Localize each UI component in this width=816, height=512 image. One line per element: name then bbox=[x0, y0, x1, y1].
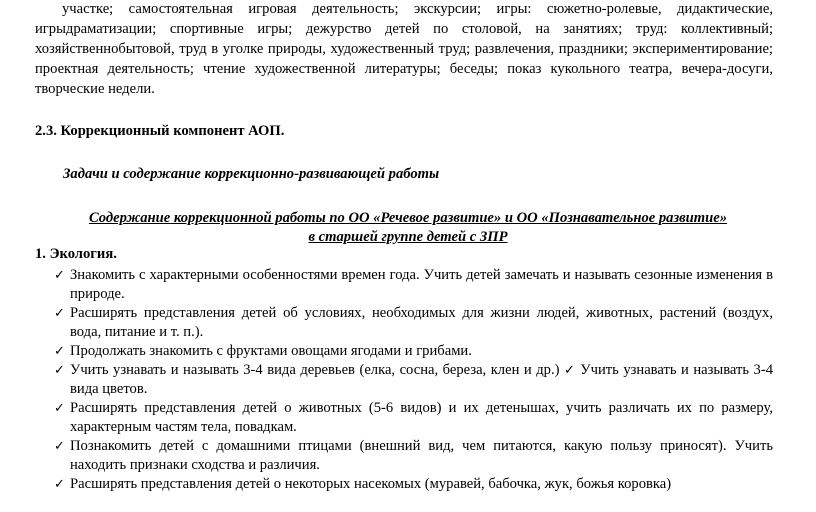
list-item-text: Учить узнавать и называть 3-4 вида цветов. bbox=[70, 362, 774, 397]
list-item-text: Расширять представления детей о животных (5-6 видов) и их детенышах, учить различать их по размеру, характерным частям тела, повадкам. bbox=[70, 400, 773, 435]
checkmark-icon: ✓ bbox=[54, 401, 65, 416]
checkmark-icon: ✓ bbox=[54, 439, 65, 454]
list-item bbox=[54, 304, 773, 342]
list-item-text: Познакомить детей с домашними птицами (внешний вид, чем питаются, какую пользу приносят). Учить находить признаки сходства и различия. bbox=[70, 438, 773, 473]
list-item bbox=[54, 475, 773, 494]
list-item bbox=[54, 437, 773, 475]
list-item-text: Знакомить с характерными особенностями времен года. Учить детей замечать и называть сезонные изменения в природе. bbox=[70, 267, 773, 302]
list-item bbox=[54, 361, 774, 399]
list-item bbox=[54, 266, 773, 304]
list-item bbox=[54, 342, 773, 361]
intro-paragraph: участке; самостоятельная игровая деятельность; экскурсии; игры: сюжетно-ролевые, дидактические, игрыдраматизации; спортивные игры; дежурство детей по столовой, на занятиях; труд: коллективный; хозяйственнобытовой, труд в уголке природы, художественный труд; развлечения, праздники; экспериментирование; проектная деятельность; чтение художественной литературы; беседы; показ кукольного театра, вечера-досуги, творческие недели. bbox=[35, 1, 773, 97]
checkmark-icon: ✓ bbox=[54, 306, 65, 321]
checkmark-icon: ✓ bbox=[564, 363, 576, 378]
list-item-text: Расширять представления детей о некоторых насекомых (муравей, бабочка, жук, божья коровка) bbox=[70, 476, 672, 492]
section-heading: 2.3. Коррекционный компонент АОП. bbox=[35, 123, 285, 139]
list-item-text: Расширять представления детей об условиях, необходимых для жизни людей, животных, растений (воздух, вода, питание и т. п.). bbox=[70, 305, 773, 340]
list-item bbox=[54, 399, 773, 437]
checkmark-icon: ✓ bbox=[54, 477, 65, 492]
checkmark-icon: ✓ bbox=[54, 268, 65, 283]
checkmark-icon: ✓ bbox=[54, 363, 65, 378]
content-title-line-2: в старшей группе детей с ЗПР bbox=[308, 229, 508, 245]
content-title-line-1: Содержание коррекционной работы по ОО «Речевое развитие» и ОО «Познавательное развитие» bbox=[88, 210, 728, 226]
topic-heading: 1. Экология. bbox=[35, 246, 117, 262]
list-item-text: Учить узнавать и называть 3-4 вида деревьев (елка, сосна, береза, клен и др.) bbox=[70, 362, 560, 378]
checkmark-icon: ✓ bbox=[54, 344, 65, 359]
subsection-subtitle: Задачи и содержание коррекционно-развивающей работы bbox=[63, 166, 440, 182]
list-item-text: Продолжать знакомить с фруктами овощами ягодами и грибами. bbox=[70, 343, 472, 359]
